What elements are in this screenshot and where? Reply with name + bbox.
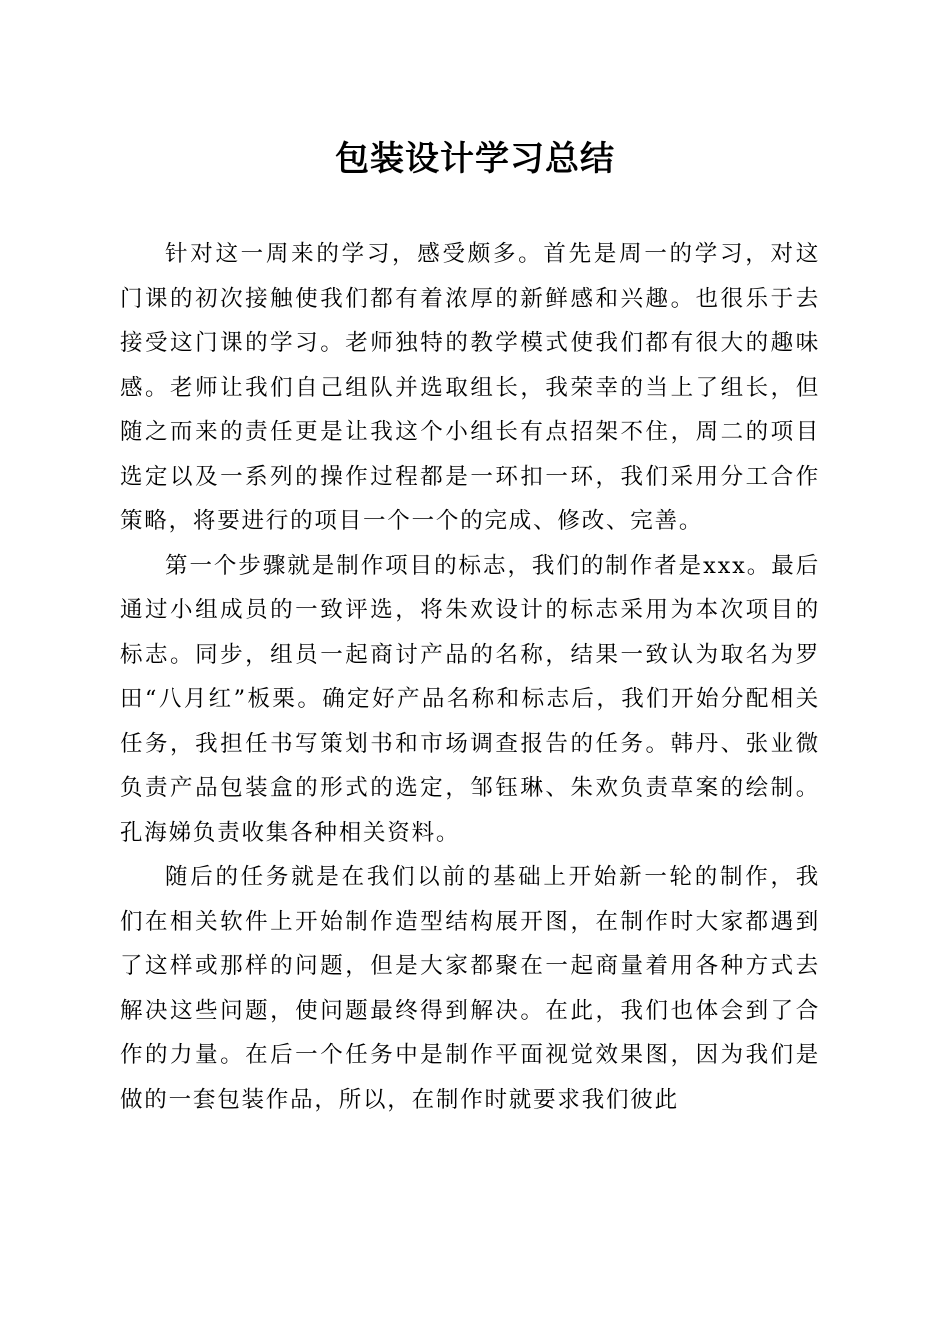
paragraph-3: 随后的任务就是在我们以前的基础上开始新一轮的制作，我们在相关软件上开始制作造型结构展开图，在制作时大家都遇到了这样或那样的问题，但是大家都聚在一起商量着用各种方式去解决这些问题，使问题最终得到解决。在此，我们也体会到了合作的力量。在后一个任务中是制作平面视觉效果图，因为我们是做的一套包装作品，所以，在制作时就要求我们彼此 [120,864,820,1113]
paragraph-1: 针对这一周来的学习，感受颇多。首先是周一的学习，对这门课的初次接触使我们都有着浓厚的新鲜感和兴趣。也很乐于去接受这门课的学习。老师独特的教学模式使我们都有很大的趣味感。老师让我们自己组队并选取组长，我荣幸的当上了组长，但随之而来的责任更是让我这个小组长有点招架不住，周二的项目选定以及一系列的操作过程都是一环扣一环，我们采用分工合作策略，将要进行的项目一个一个的完成、修改、完善。 [120,241,820,534]
document-title: 包装设计学习总结 [335,139,615,179]
document-body [120,232,820,1122]
paragraph-2: 第一个步骤就是制作项目的标志，我们的制作者是xxx。最后通过小组成员的一致评选，将朱欢设计的标志采用为本次项目的标志。同步，组员一起商讨产品的名称，结果一致认为取名为罗田“八月红”板栗。确定好产品名称和标志后，我们开始分配相关任务，我担任书写策划书和市场调查报告的任务。韩丹、张业微负责产品包装盒的形式的选定，邹钰琳、朱欢负责草案的绘制。孔海娣负责收集各种相关资料。 [120,552,820,846]
